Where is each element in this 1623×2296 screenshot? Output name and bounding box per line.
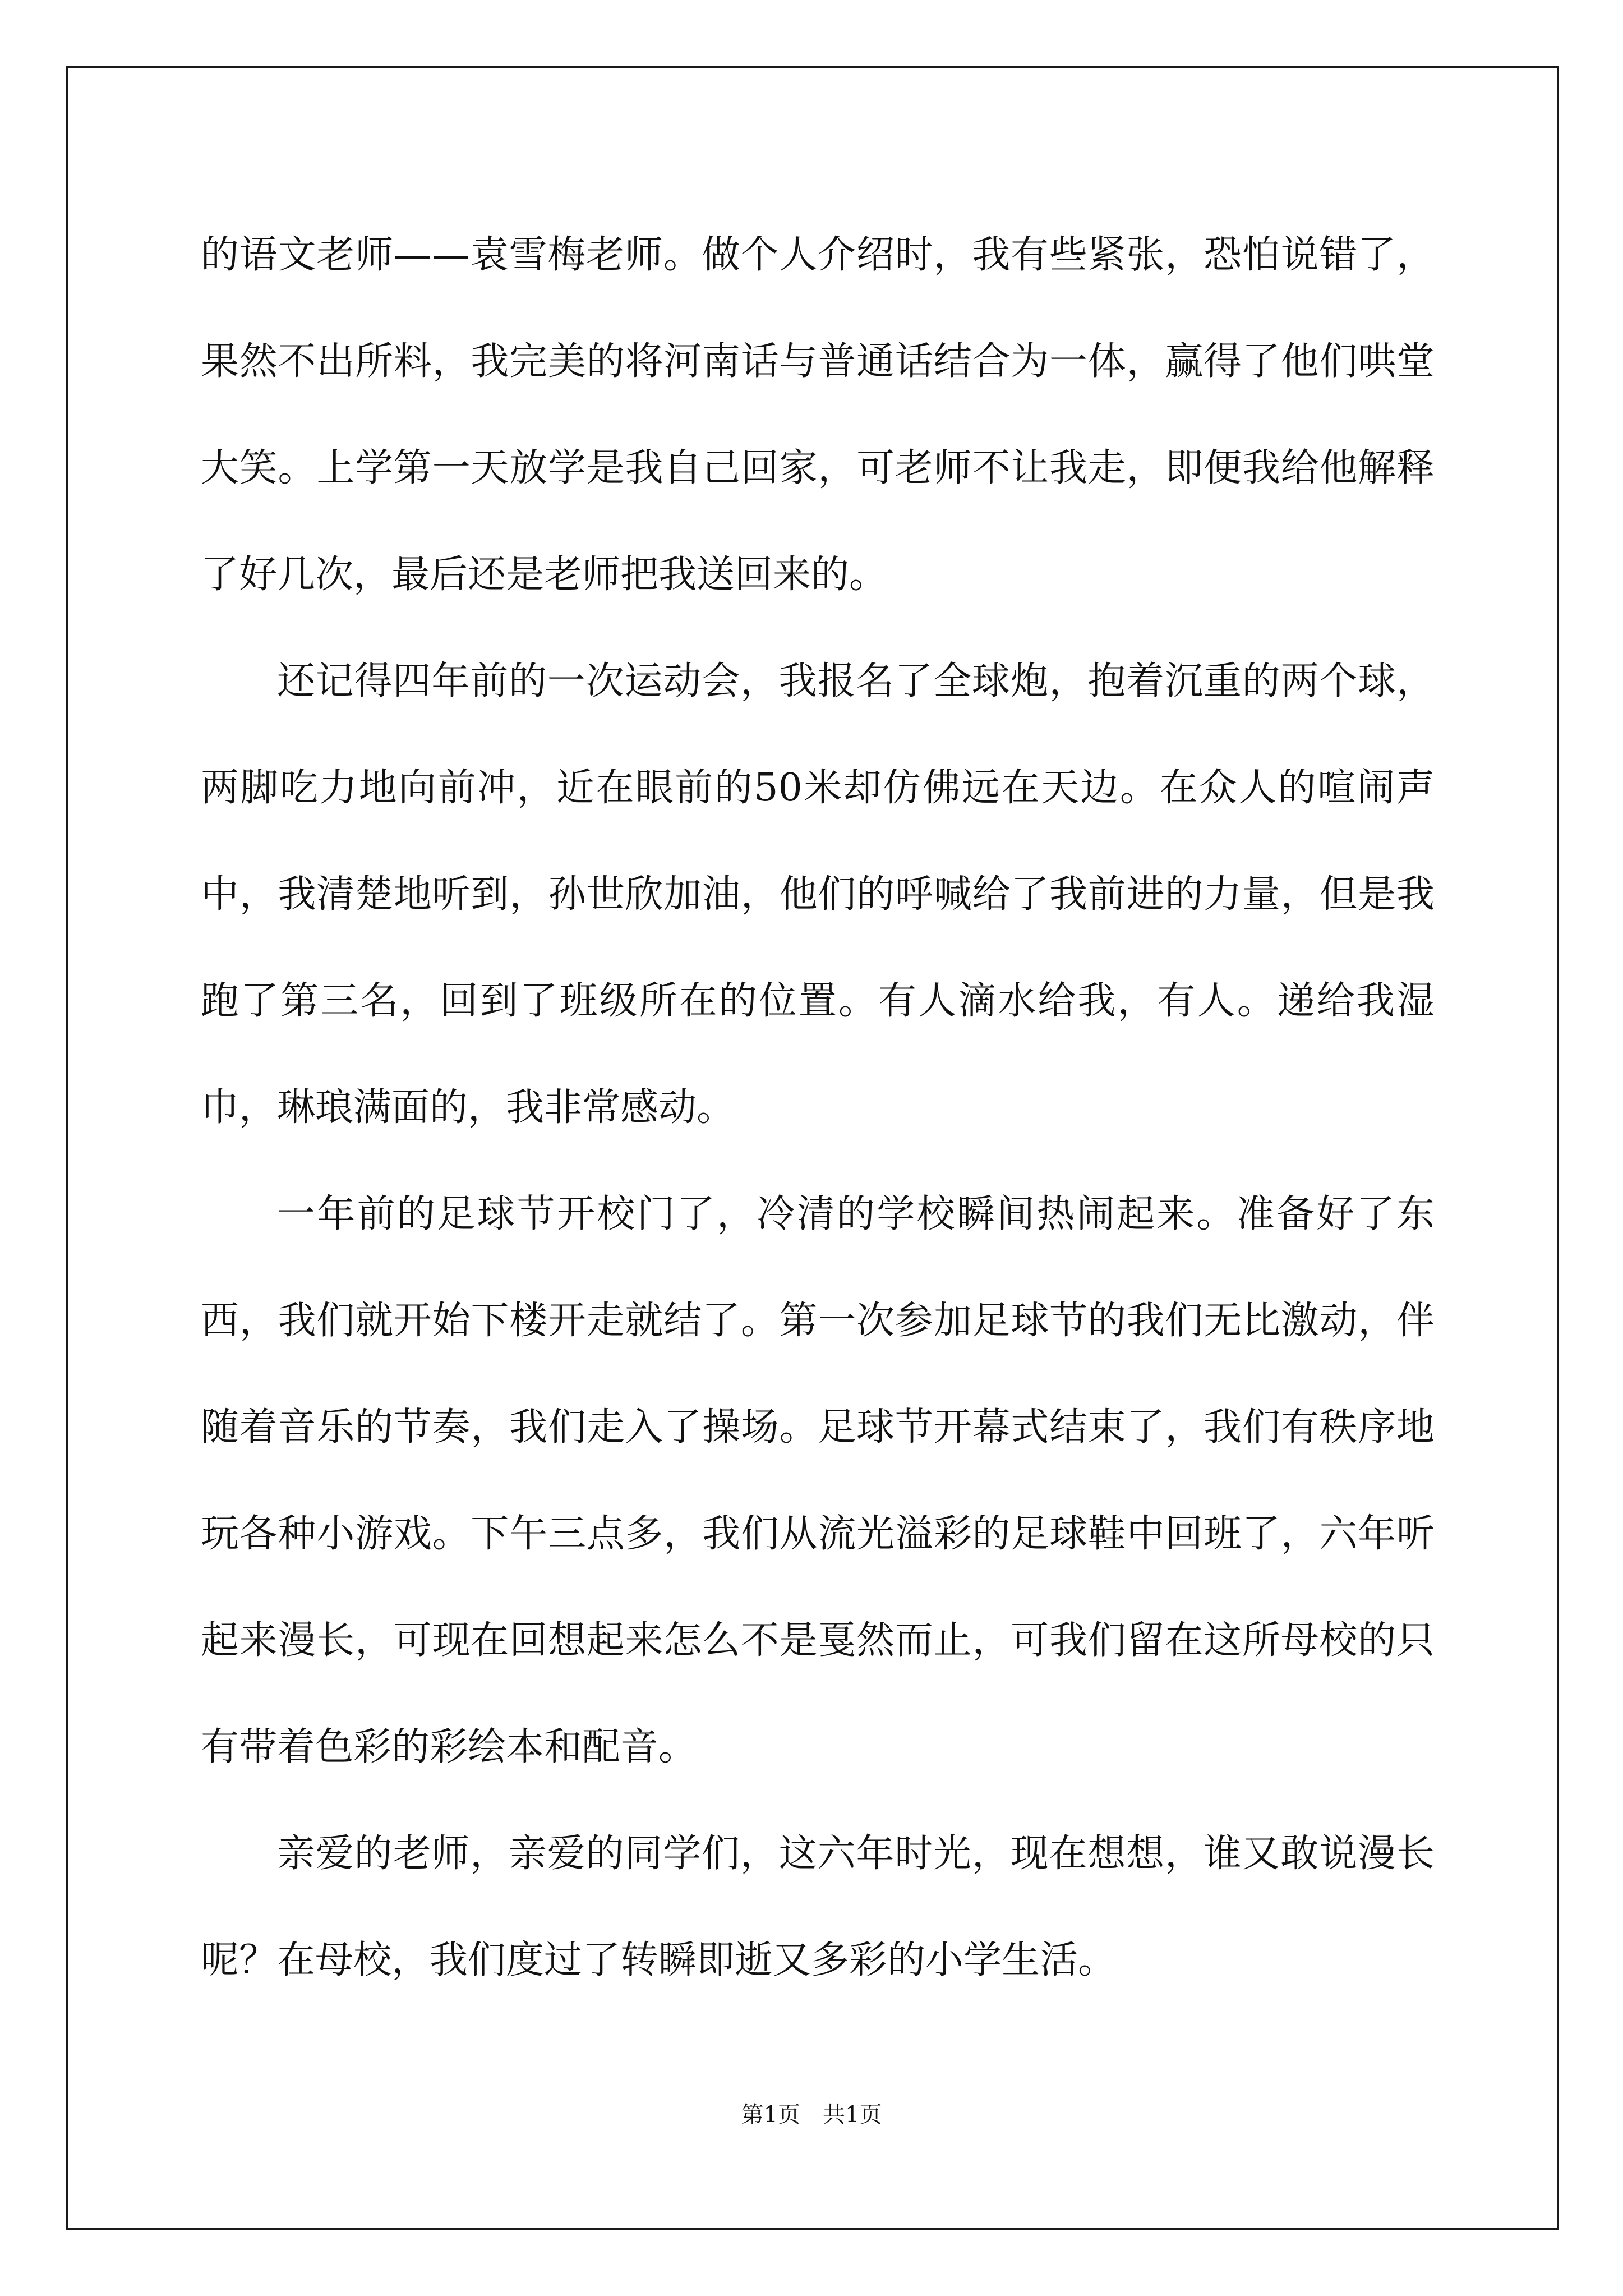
paragraph-4: 亲爱的老师，亲爱的同学们，这六年时光，现在想想，谁又敢说漫长呢？在母校，我们度过了转瞬即逝又多彩的小学生活。 [201, 1832, 1435, 1982]
page-number-footer: 第1页 共1页 [741, 2102, 882, 2128]
paragraph-2: 还记得四年前的一次运动会，我报名了全球炮，抱着沉重的两个球，两脚吃力地向前冲，近在眼前的50米却仿佛远在天边。在众人的喧闹声中，我清楚地听到，孙世欣加油，他们的呼喊给了我前进的力量，但是我跑了第三名，回到了班级所在的位置。有人滴水给我，有人。递给我湿巾，琳琅满面的，我非常感动。 [201, 659, 1435, 1130]
paragraph-1: 的语文老师——袁雪梅老师。做个人介绍时，我有些紧张，恐怕说错了，果然不出所料，我完美的将河南话与普通话结合为一体，赢得了他们哄堂大笑。上学第一天放学是我自己回家，可老师不让我走，即便我给他解释了好几次，最后还是老师把我送回来的。 [201, 233, 1435, 597]
document-body [201, 202, 1435, 2014]
paragraph-3: 一年前的足球节开校门了，冷清的学校瞬间热闹起来。准备好了东西，我们就开始下楼开走就结了。第一次参加足球节的我们无比激动，伴随着音乐的节奏，我们走入了操场。足球节开幕式结束了，我们有秩序地玩各种小游戏。下午三点多，我们从流光溢彩的足球鞋中回班了，六年听起来漫长，可现在回想起来怎么不是戛然而止，可我们留在这所母校的只有带着色彩的彩绘本和配音。 [201, 1192, 1435, 1769]
